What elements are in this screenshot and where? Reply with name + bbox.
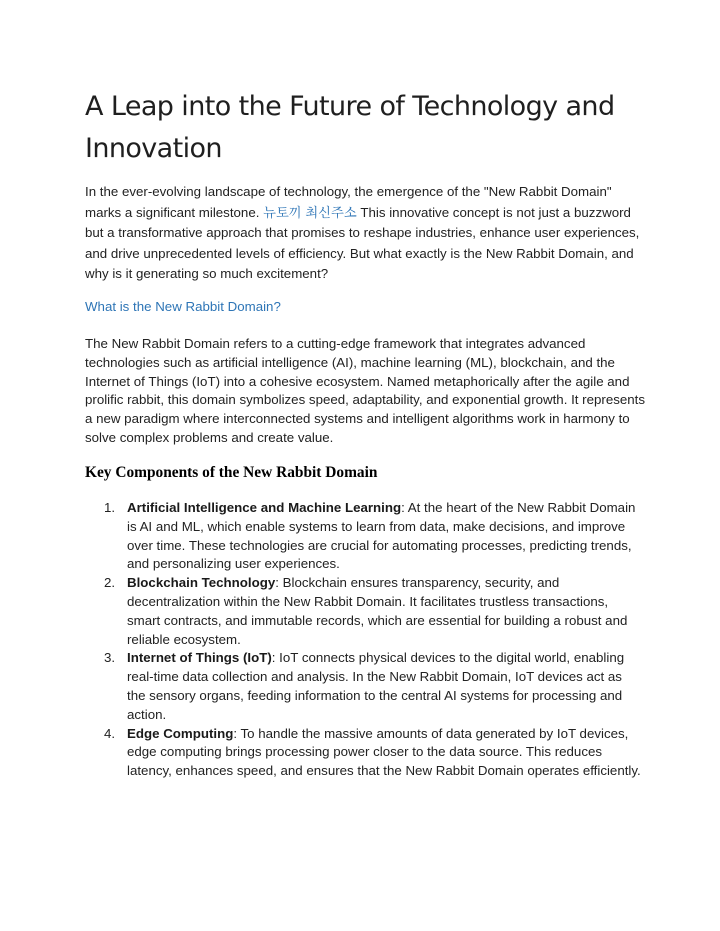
intro-text-after-link: This innovative concept is not just a buzzword but a transformative approach that promises to reshape industries, enhance user experiences, and drive unprecedented levels of efficiency. But what exactly is the New Rabbit Domain, and why is it generating so much excitement? (85, 204, 640, 281)
list-item-term: Edge Computing (127, 725, 234, 741)
definition-paragraph: The New Rabbit Domain refers to a cutting-edge framework that integrates advanced technologies such as artificial intelligence (AI), machine learning (ML), blockchain, and the Internet of Things (IoT) into a cohesive ecosystem. Named metaphorically after the agile and prolific rabbit, this domain symbolizes speed, adaptability, and exponential growth. It represents a new paradigm where interconnected systems and intelligent algorithms work in harmony to solve complex problems and create value. (85, 336, 646, 445)
korean-inline-link[interactable]: 뉴토끼 최신주소 (263, 204, 357, 220)
intro-paragraph (85, 182, 645, 285)
list-item-description: : To handle the massive amounts of data generated by IoT devices, edge computing brings processing power closer to the data source. This reduces latency, enhances speed, and ensures that the New Rabbit Domain operates efficiently. (127, 725, 641, 779)
list-item-number: 2. (104, 575, 116, 591)
list-item-term: Artificial Intelligence and Machine Learning (127, 500, 402, 515)
list-item (104, 499, 644, 574)
list-item-term: Blockchain Technology (127, 575, 276, 591)
list-item-term: Internet of Things (IoT) (127, 650, 272, 666)
list-item (104, 725, 644, 781)
key-components-heading: Key Components of the New Rabbit Domain (85, 464, 378, 481)
list-item-number: 1. (104, 500, 116, 515)
components-list (104, 499, 644, 781)
list-item-description: : At the heart of the New Rabbit Domain is AI and ML, which enable systems to learn from data, make decisions, and improve over time. These technologies are crucial for automating processes, predicting trends, and personalizing user experiences. (127, 500, 636, 572)
what-is-subheading: What is the New Rabbit Domain? (85, 299, 281, 314)
list-item (104, 649, 644, 724)
list-item-number: 4. (104, 725, 116, 741)
list-item-description: : Blockchain ensures transparency, security, and decentralization within the New Rabbit Domain. It facilitates trustless transactions, smart contracts, and immutable records, which are essential for building a robust and reliable ecosystem. (127, 575, 628, 647)
list-item (104, 574, 644, 649)
document-title: A Leap into the Future of Technology and Innovation (85, 91, 615, 164)
intro-text-before-link: In the ever-evolving landscape of technology, the emergence of the "New Rabbit Domain" marks a significant milestone. (85, 184, 612, 220)
list-item-number: 3. (104, 650, 116, 666)
list-item-description: : IoT connects physical devices to the digital world, enabling real-time data collection and analysis. In the New Rabbit Domain, IoT devices act as the sensory organs, feeding information to the central AI systems for processing and action. (127, 650, 625, 722)
